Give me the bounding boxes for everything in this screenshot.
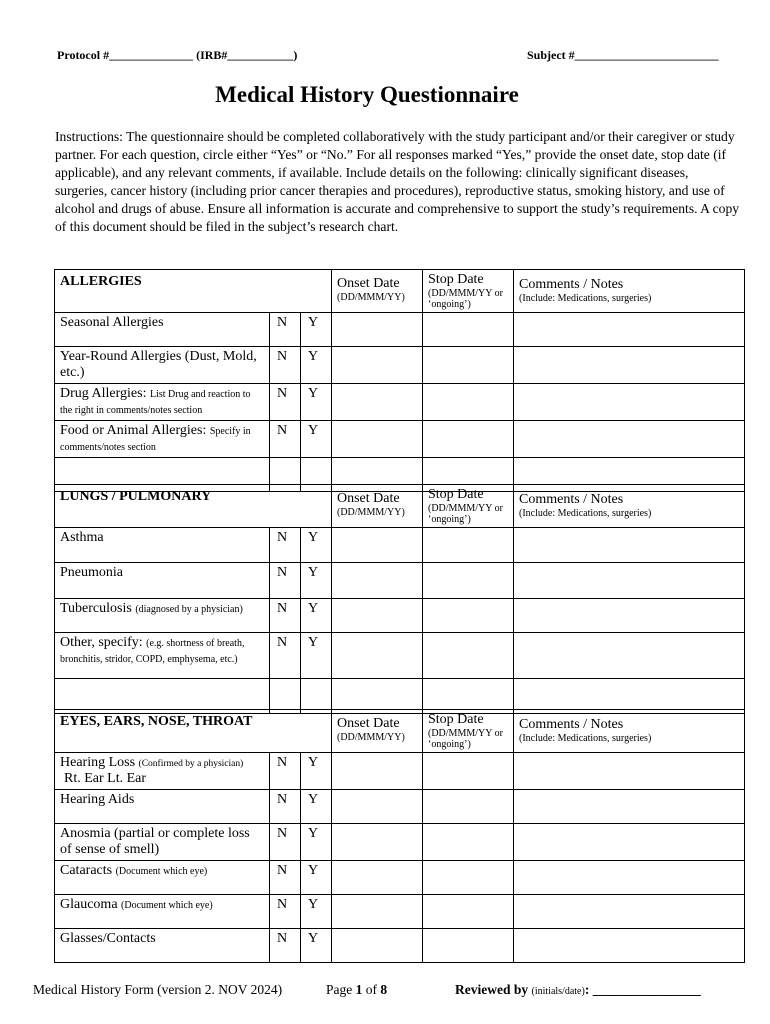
row-label: Asthma	[55, 528, 270, 563]
row-label: Drug Allergies: List Drug and reaction to the right in comments/notes section	[55, 384, 270, 421]
section-header-row	[55, 270, 745, 313]
table-row	[55, 528, 745, 563]
table-row	[55, 563, 745, 599]
comments-sub: (Include: Medications, surgeries)	[519, 508, 652, 519]
no-option[interactable]: N	[270, 599, 301, 633]
onset-label: Onset Date	[337, 716, 400, 731]
comments-cell[interactable]	[514, 347, 745, 384]
no-option[interactable]: N	[270, 790, 301, 824]
no-option[interactable]: N	[270, 753, 301, 790]
onset-cell[interactable]	[332, 313, 423, 347]
row-label: Other, specify: (e.g. shortness of breath, bronchitis, stridor, COPD, emphysema, etc.)	[55, 633, 270, 679]
protocol-field: Protocol #______________ (IRB#___________)	[57, 48, 298, 62]
yes-option[interactable]: Y	[301, 895, 332, 929]
onset-date-header	[332, 485, 423, 528]
stop-label: Stop Date	[428, 487, 484, 502]
table-row	[55, 861, 745, 895]
yes-option[interactable]: Y	[301, 790, 332, 824]
row-note: (Confirmed by a physician)	[138, 759, 244, 769]
yes-option[interactable]: Y	[301, 528, 332, 563]
stop-cell[interactable]	[423, 753, 514, 790]
onset-date-header	[332, 270, 423, 313]
onset-cell[interactable]	[332, 895, 423, 929]
row-label: Glasses/Contacts	[55, 929, 270, 963]
row-label: Anosmia (partial or complete loss of sense of smell)	[55, 824, 270, 861]
row-note: (e.g. shortness of breath, bronchitis, stridor, COPD, emphysema, etc.)	[60, 638, 245, 665]
table-row	[55, 633, 745, 679]
row-label: Hearing Aids	[55, 790, 270, 824]
row-note: List Drug and reaction to the right in comments/notes section	[60, 389, 251, 416]
instructions: Instructions: The questionnaire should be completed collaboratively with the study participant and/or their caregiver or study partner. For each question, circle either “Yes” or “No.” For all responses marked “Yes,” provide the onset date, stop date (if applicable), and any relevant comments, if available. Include details on the following: clinically significant diseases, surgeries, cancer history (including prior cancer therapies and procedures), reproductive status, smoking history, and use of alcohol and drugs of abuse. Ensure all information is accurate and comprehensive to support the study’s requirements. A copy of this document should be filed in the subject’s research chart.	[55, 129, 740, 234]
comments-cell[interactable]	[514, 861, 745, 895]
stop-date-header	[423, 710, 514, 753]
row-label: Tuberculosis (diagnosed by a physician)	[55, 599, 270, 633]
comments-cell[interactable]	[514, 790, 745, 824]
table-row	[55, 824, 745, 861]
onset-format: (DD/MMM/YY)	[337, 292, 405, 303]
stop-cell[interactable]	[423, 929, 514, 963]
onset-cell[interactable]	[332, 790, 423, 824]
comments-cell[interactable]	[514, 421, 745, 458]
table-row	[55, 347, 745, 384]
stop-cell[interactable]	[423, 313, 514, 347]
onset-format: (DD/MMM/YY)	[337, 507, 405, 518]
yes-option[interactable]: Y	[301, 384, 332, 421]
onset-cell[interactable]	[332, 929, 423, 963]
no-option[interactable]: N	[270, 895, 301, 929]
no-option[interactable]: N	[270, 929, 301, 963]
yes-option[interactable]: Y	[301, 563, 332, 599]
stop-cell[interactable]	[423, 633, 514, 679]
yes-option[interactable]: Y	[301, 824, 332, 861]
stop-label: Stop Date	[428, 272, 484, 287]
comments-cell[interactable]	[514, 929, 745, 963]
subject-field: Subject #________________________	[527, 48, 719, 62]
lungs-table	[54, 484, 745, 714]
onset-cell[interactable]	[332, 563, 423, 599]
table-row	[55, 790, 745, 824]
comments-cell[interactable]	[514, 528, 745, 563]
comments-cell[interactable]	[514, 753, 745, 790]
table-row	[55, 929, 745, 963]
table-row	[55, 599, 745, 633]
table-row	[55, 313, 745, 347]
no-option[interactable]: N	[270, 313, 301, 347]
table-row	[55, 895, 745, 929]
onset-cell[interactable]	[332, 599, 423, 633]
stop-cell[interactable]	[423, 421, 514, 458]
onset-date-header	[332, 710, 423, 753]
page-number: Page 1 of 8	[326, 982, 388, 997]
no-option[interactable]: N	[270, 633, 301, 679]
stop-cell[interactable]	[423, 599, 514, 633]
reviewed-by: Reviewed by (initials/date): ________________	[455, 982, 701, 997]
table-row	[55, 421, 745, 458]
comments-label: Comments / Notes	[519, 717, 624, 732]
row-label: Glaucoma (Document which eye)	[55, 895, 270, 929]
comments-cell[interactable]	[514, 633, 745, 679]
no-option[interactable]: N	[270, 861, 301, 895]
no-option[interactable]: N	[270, 347, 301, 384]
no-option[interactable]: N	[270, 384, 301, 421]
stop-cell[interactable]	[423, 384, 514, 421]
eent-table	[54, 709, 745, 963]
stop-format: (DD/MMM/YY or ‘ongoing’)	[428, 288, 503, 310]
section-title: LUNGS / PULMONARY	[55, 485, 332, 528]
onset-cell[interactable]	[332, 861, 423, 895]
no-option[interactable]: N	[270, 528, 301, 563]
comments-cell[interactable]	[514, 313, 745, 347]
section-header-row	[55, 485, 745, 528]
section-title: EYES, EARS, NOSE, THROAT	[55, 710, 332, 753]
stop-date-header	[423, 485, 514, 528]
yes-option[interactable]: Y	[301, 633, 332, 679]
comments-cell[interactable]	[514, 824, 745, 861]
yes-option[interactable]: Y	[301, 313, 332, 347]
stop-cell[interactable]	[423, 528, 514, 563]
onset-label: Onset Date	[337, 276, 400, 291]
comments-cell[interactable]	[514, 895, 745, 929]
onset-cell[interactable]	[332, 384, 423, 421]
row-label: Hearing Loss (Confirmed by a physician) Rt. Ear Lt. Ear	[55, 753, 270, 790]
row-label: Seasonal Allergies	[55, 313, 270, 347]
footer-form-version: Medical History Form (version 2. NOV 2024)	[33, 982, 283, 997]
comments-sub: (Include: Medications, surgeries)	[519, 293, 652, 304]
comments-cell[interactable]	[514, 563, 745, 599]
table-row	[55, 753, 745, 790]
yes-option[interactable]: Y	[301, 421, 332, 458]
ear-options: Rt. Ear Lt. Ear	[64, 771, 147, 786]
stop-cell[interactable]	[423, 563, 514, 599]
comments-header	[514, 710, 745, 753]
row-note: (Document which eye)	[121, 900, 213, 911]
onset-cell[interactable]	[332, 421, 423, 458]
onset-cell[interactable]	[332, 347, 423, 384]
yes-option[interactable]: Y	[301, 861, 332, 895]
row-label: Year-Round Allergies (Dust, Mold, etc.)	[55, 347, 270, 384]
stop-cell[interactable]	[423, 824, 514, 861]
stop-cell[interactable]	[423, 895, 514, 929]
stop-cell[interactable]	[423, 790, 514, 824]
no-option[interactable]: N	[270, 824, 301, 861]
onset-cell[interactable]	[332, 753, 423, 790]
yes-option[interactable]: Y	[301, 753, 332, 790]
onset-label: Onset Date	[337, 491, 400, 506]
comments-label: Comments / Notes	[519, 277, 624, 292]
stop-format: (DD/MMM/YY or ‘ongoing’)	[428, 728, 503, 750]
stop-label: Stop Date	[428, 712, 484, 727]
comments-cell[interactable]	[514, 384, 745, 421]
no-option[interactable]: N	[270, 421, 301, 458]
stop-date-header	[423, 270, 514, 313]
section-header-row	[55, 710, 745, 753]
comments-header	[514, 485, 745, 528]
stop-cell[interactable]	[423, 861, 514, 895]
stop-cell[interactable]	[423, 347, 514, 384]
yes-option[interactable]: Y	[301, 599, 332, 633]
table-row	[55, 384, 745, 421]
yes-option[interactable]: Y	[301, 347, 332, 384]
comments-label: Comments / Notes	[519, 492, 624, 507]
row-label: Pneumonia	[55, 563, 270, 599]
allergies-table	[54, 269, 745, 492]
onset-cell[interactable]	[332, 528, 423, 563]
onset-cell[interactable]	[332, 824, 423, 861]
yes-option[interactable]: Y	[301, 929, 332, 963]
row-label: Food or Animal Allergies: Specify in comments/notes section	[55, 421, 270, 458]
onset-format: (DD/MMM/YY)	[337, 732, 405, 743]
section-title: ALLERGIES	[55, 270, 332, 313]
row-note: (Document which eye)	[115, 866, 208, 877]
onset-cell[interactable]	[332, 633, 423, 679]
row-label: Cataracts (Document which eye)	[55, 861, 270, 895]
page-title: Medical History Questionnaire	[215, 82, 519, 107]
comments-header	[514, 270, 745, 313]
row-note: (diagnosed by a physician)	[135, 604, 243, 615]
no-option[interactable]: N	[270, 563, 301, 599]
comments-sub: (Include: Medications, surgeries)	[519, 733, 652, 744]
row-note: Specify in comments/notes section	[60, 426, 251, 453]
stop-format: (DD/MMM/YY or ‘ongoing’)	[428, 503, 503, 525]
comments-cell[interactable]	[514, 599, 745, 633]
